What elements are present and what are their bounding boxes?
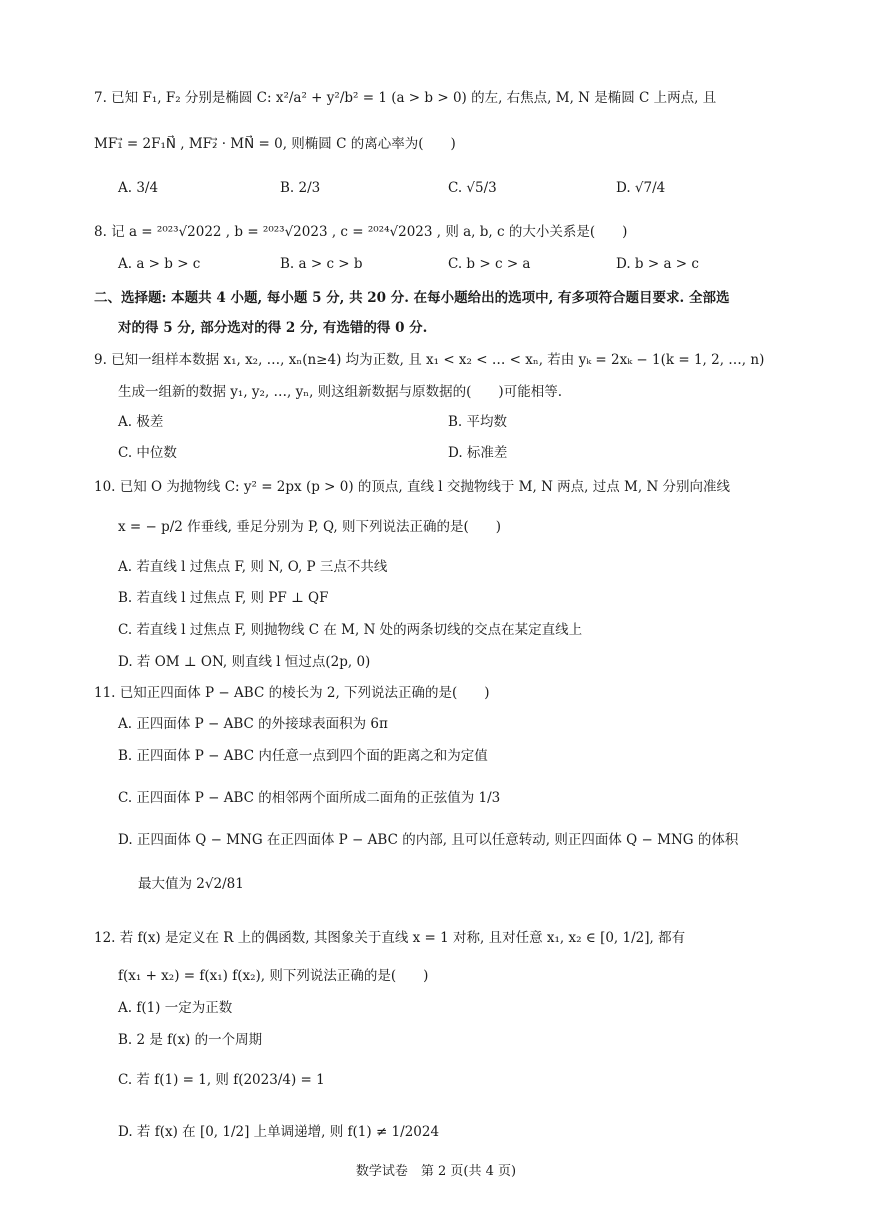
section-2-heading-line-2: 对的得 5 分, 部分选对的得 2 分, 有选错的得 0 分. xyxy=(118,320,428,336)
question-10-stem-line-2: x = − p/2 作垂线, 垂足分别为 P, Q, 则下列说法正确的是( ) xyxy=(118,519,501,535)
question-11-option-b: B. 正四面体 P − ABC 内任意一点到四个面的距离之和为定值 xyxy=(118,748,488,764)
question-11-option-a: A. 正四面体 P − ABC 的外接球表面积为 6π xyxy=(118,716,388,732)
question-11-option-c: C. 正四面体 P − ABC 的相邻两个面所成二面角的正弦值为 1/3 xyxy=(118,790,501,806)
question-9-option-b: B. 平均数 xyxy=(448,414,508,430)
question-8-stem: 8. 记 a = ²⁰²³√2022 , b = ²⁰²³√2023 , c = ²⁰²⁴√2023 , 则 a, b, c 的大小关系是( ) xyxy=(94,224,628,240)
question-12-option-d: D. 若 f(x) 在 [0, 1/2] 上单调递增, 则 f(1) ≠ 1/2024 xyxy=(118,1124,440,1140)
question-7-option-a: A. 3/4 xyxy=(118,180,159,196)
question-10-option-d: D. 若 OM ⊥ ON, 则直线 l 恒过点(2p, 0) xyxy=(118,654,371,670)
question-8-option-b: B. a > c > b xyxy=(280,256,363,272)
question-7-option-b: B. 2/3 xyxy=(280,180,321,196)
question-7-stem-line-2: MF₁⃗ = 2F₁N⃗ , MF₂⃗ · MN⃗ = 0, 则椭圆 C 的离心率为( ) xyxy=(94,136,456,152)
question-10-option-b: B. 若直线 l 过焦点 F, 则 PF ⊥ QF xyxy=(118,590,329,606)
question-7-option-c: C. √5/3 xyxy=(448,180,497,196)
question-9-option-a: A. 极差 xyxy=(118,414,164,430)
question-11-stem: 11. 已知正四面体 P − ABC 的棱长为 2, 下列说法正确的是( ) xyxy=(94,685,490,701)
question-8-option-a: A. a > b > c xyxy=(118,256,201,272)
question-9-option-d: D. 标准差 xyxy=(448,445,508,461)
question-10-option-c: C. 若直线 l 过焦点 F, 则抛物线 C 在 M, N 处的两条切线的交点在某定直线上 xyxy=(118,622,583,638)
page-footer: 数学试卷 第 2 页(共 4 页) xyxy=(355,1164,517,1179)
question-11-option-d-continued: 最大值为 2√2/81 xyxy=(138,876,244,892)
question-11-option-d: D. 正四面体 Q − MNG 在正四面体 P − ABC 的内部, 且可以任意转动, 则正四面体 Q − MNG 的体积 xyxy=(118,832,739,848)
question-8-option-c: C. b > c > a xyxy=(448,256,531,272)
question-12-option-b: B. 2 是 f(x) 的一个周期 xyxy=(118,1032,263,1048)
question-10-option-a: A. 若直线 l 过焦点 F, 则 N, O, P 三点不共线 xyxy=(118,559,388,575)
question-12-stem-line-1: 12. 若 f(x) 是定义在 R 上的偶函数, 其图象关于直线 x = 1 对称, 且对任意 x₁, x₂ ∈ [0, 1/2], 都有 xyxy=(94,930,686,946)
question-12-option-c: C. 若 f(1) = 1, 则 f(2023/4) = 1 xyxy=(118,1072,325,1088)
question-9-option-c: C. 中位数 xyxy=(118,445,177,461)
question-12-stem-line-2: f(x₁ + x₂) = f(x₁) f(x₂), 则下列说法正确的是( ) xyxy=(118,968,429,984)
question-9-stem-line-1: 9. 已知一组样本数据 x₁, x₂, …, xₙ(n≥4) 均为正数, 且 x₁ < x₂ < … < xₙ, 若由 yₖ = 2xₖ − 1(k = 1, 2, …, n) xyxy=(94,352,765,368)
question-9-stem-line-2: 生成一组新的数据 y₁, y₂, …, yₙ, 则这组新数据与原数据的( )可能相等. xyxy=(118,384,562,400)
question-8-option-d: D. b > a > c xyxy=(616,256,699,272)
question-7-stem-line-1: 7. 已知 F₁, F₂ 分别是椭圆 C: x²/a² + y²/b² = 1 (a > b > 0) 的左, 右焦点, M, N 是椭圆 C 上两点, 且 xyxy=(94,90,717,106)
question-7-option-d: D. √7/4 xyxy=(616,180,666,196)
section-2-heading-line-1: 二、选择题: 本题共 4 小题, 每小题 5 分, 共 20 分. 在每小题给出的选项中, 有多项符合题目要求. 全部选 xyxy=(94,290,730,306)
question-10-stem-line-1: 10. 已知 O 为抛物线 C: y² = 2px (p > 0) 的顶点, 直线 l 交抛物线于 M, N 两点, 过点 M, N 分别向准线 xyxy=(94,479,731,495)
question-12-option-a: A. f(1) 一定为正数 xyxy=(118,1000,233,1016)
